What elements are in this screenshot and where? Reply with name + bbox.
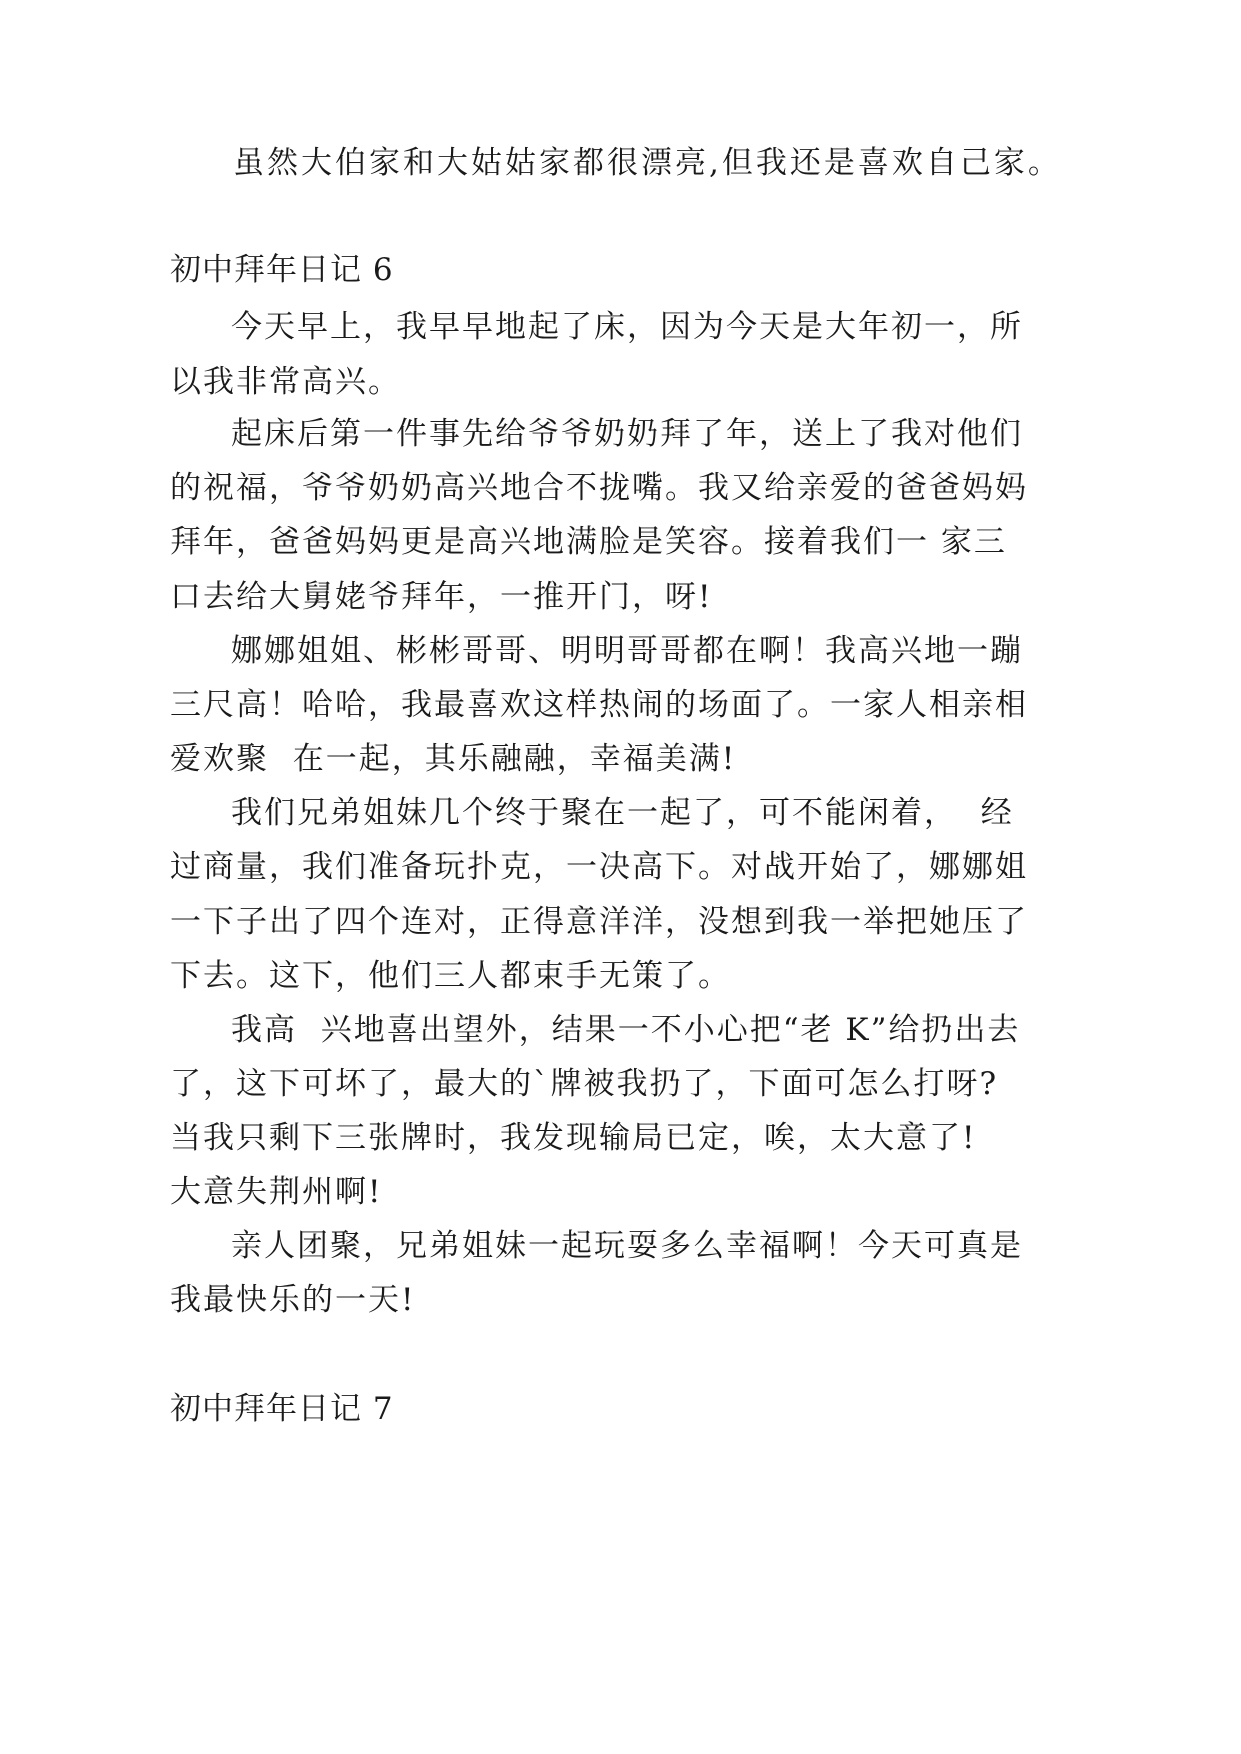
paragraph-line: 过商量，我们准备玩扑克，一决高下。对战开始了，娜娜姐 [170, 849, 1028, 885]
paragraph-line: 口去给大舅姥爷拜年，一推开门，呀! [170, 579, 713, 615]
paragraph-line: 亲人团聚，兄弟姐妹一起玩耍多么幸福啊！今天可真是 [231, 1228, 1023, 1264]
paragraph-line: 了，这下可坏了，最大的`牌被我扔了，下面可怎么打呀? [170, 1066, 999, 1102]
intro-line: 虽然大伯家和大姑姑家都很漂亮,但我还是喜欢自己家。 [233, 145, 1062, 181]
paragraph-line: 今天早上，我早早地起了床，因为今天是大年初一，所 [231, 309, 1023, 345]
paragraph-line: 爱欢聚 在一起，其乐融融，幸福美满! [170, 741, 737, 777]
heading-diary-6: 初中拜年日记 6 [170, 252, 394, 288]
paragraph-line: 当我只剩下三张牌时，我发现输局已定，唉，太大意了! [170, 1120, 977, 1156]
paragraph-line: 大意失荆州啊! [170, 1174, 383, 1210]
paragraph-line: 拜年，爸爸妈妈更是高兴地满脸是笑容。接着我们一 家三 [170, 524, 1007, 560]
paragraph-line: 以我非常高兴。 [170, 364, 401, 400]
paragraph-line: 娜娜姐姐、彬彬哥哥、明明哥哥都在啊！我高兴地一蹦 [231, 633, 1023, 669]
paragraph-line: 我高 兴地喜出望外，结果一不小心把“老 K”给扔出去 [231, 1012, 1021, 1048]
paragraph-line: 我最快乐的一天! [170, 1282, 416, 1318]
paragraph-line: 的祝福，爷爷奶奶高兴地合不拢嘴。我又给亲爱的爸爸妈妈 [170, 470, 1028, 506]
paragraph-line: 三尺高！哈哈，我最喜欢这样热闹的场面了。一家人相亲相 [170, 687, 1028, 723]
paragraph-line: 我们兄弟姐妹几个终于聚在一起了，可不能闲着， 经 [231, 795, 1014, 831]
paragraph-line: 下去。这下，他们三人都束手无策了。 [170, 958, 731, 994]
heading-diary-7: 初中拜年日记 7 [170, 1391, 394, 1427]
paragraph-line: 起床后第一件事先给爷爷奶奶拜了年，送上了我对他们 [231, 416, 1023, 452]
paragraph-line: 一下子出了四个连对，正得意洋洋，没想到我一举把她压了 [170, 904, 1028, 940]
